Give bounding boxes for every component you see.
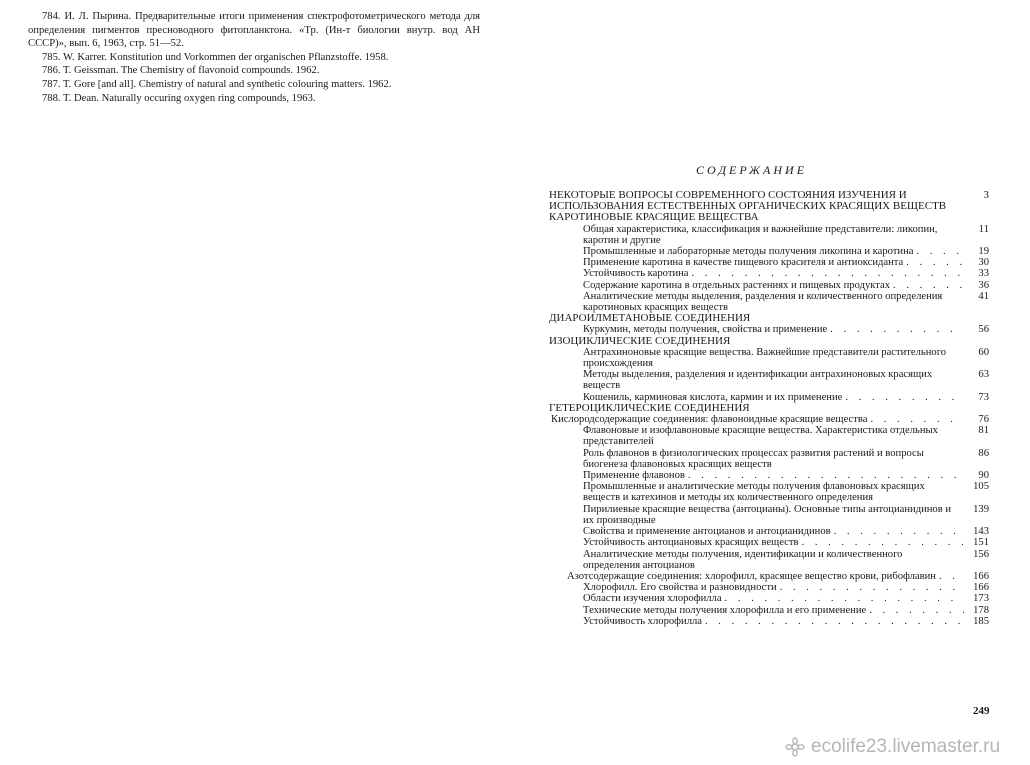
toc-entry bbox=[549, 190, 989, 212]
toc-entry bbox=[549, 537, 989, 548]
toc-entry bbox=[549, 324, 989, 335]
toc-entry-page: 173 bbox=[973, 593, 989, 605]
toc-entry-page: 185 bbox=[973, 615, 989, 627]
toc-entry bbox=[549, 549, 989, 571]
toc-entry-title: Общая характеристика, классификация и важнейшие представители: ликопин, каротин и другие bbox=[583, 223, 938, 246]
toc-entry-title: Содержание каротина в отдельных растениях и пищевых продуктах bbox=[583, 279, 891, 291]
toc-entry-page: 139 bbox=[973, 503, 989, 515]
toc-entry bbox=[549, 425, 989, 447]
toc-entry-title: Устойчивость хлорофилла bbox=[583, 615, 702, 627]
toc-title: СОДЕРЖАНИЕ bbox=[696, 163, 808, 177]
toc-leader-dots bbox=[688, 470, 964, 481]
toc-entry bbox=[549, 526, 989, 537]
toc-entry bbox=[549, 268, 989, 279]
toc-entry-title: ДИАРОИЛМЕТАНОВЫЕ СОЕДИНЕНИЯ bbox=[549, 312, 751, 325]
right-page bbox=[515, 0, 1030, 765]
toc-leader-dots bbox=[845, 392, 964, 403]
toc-entry bbox=[549, 605, 989, 616]
reference-item: 788. T. Dean. Naturally occuring oxygen ring compounds, 1963. bbox=[42, 92, 316, 104]
toc-entry-title: КАРОТИНОВЫЕ КРАСЯЩИЕ ВЕЩЕСТВА bbox=[549, 211, 759, 224]
toc-entry bbox=[549, 336, 989, 347]
toc-entry-page: 151 bbox=[973, 537, 989, 549]
toc-entry-title: Методы выделения, разделения и идентификации антрахиноновых красящих веществ bbox=[583, 369, 933, 392]
reference-item: 784. И. Л. Пырина. Предварительные итоги применения спектрофотометрического метода для определения пигментов пресноводного фитопланктона. «Тр. (Ин-т биологии внутр. вод АН СССР)», вып. 6, 1963, стр. 51—52. bbox=[28, 11, 480, 50]
toc-entry-title: Применение флавонов bbox=[583, 470, 685, 482]
toc-entry-page: 63 bbox=[978, 369, 989, 381]
flower-icon bbox=[785, 737, 805, 757]
toc-entry-page: 81 bbox=[978, 425, 989, 437]
reference-item: 787. T. Gore [and all]. Chemistry of natural and synthetic colouring matters. 1962. bbox=[42, 78, 392, 90]
reference-item: 786. T. Geissman. The Chemistry of flavonoid compounds. 1962. bbox=[42, 65, 320, 77]
toc-entry-title: Устойчивость антоциановых красящих веществ bbox=[583, 537, 799, 549]
toc-entry-page: 143 bbox=[973, 526, 989, 538]
references-list bbox=[28, 10, 480, 105]
toc-entry bbox=[549, 571, 989, 582]
toc-entry-title: Аналитические методы получения, идентификации и количественного определения антоцианов bbox=[583, 548, 903, 571]
toc-entry-page: 36 bbox=[978, 279, 989, 291]
toc-entry bbox=[549, 448, 989, 470]
toc-entry-title: Технические методы получения хлорофилла и его применение bbox=[583, 604, 867, 616]
toc-entry bbox=[549, 280, 989, 291]
toc-entry bbox=[549, 212, 989, 223]
toc-entry-title: Устойчивость каротина bbox=[583, 268, 689, 280]
toc-entry bbox=[549, 616, 989, 627]
toc-entry bbox=[549, 347, 989, 369]
toc-entry-page: 156 bbox=[973, 548, 989, 560]
toc-entry-page: 166 bbox=[973, 582, 989, 594]
toc-entry-title: Кислородсодержащие соединения: флавоноидные красящие вещества bbox=[551, 414, 868, 426]
toc-leader-dots bbox=[916, 246, 964, 257]
toc-leader-dots bbox=[870, 414, 964, 425]
toc-entry bbox=[549, 504, 989, 526]
toc-entry-title: Применение каротина в качестве пищевого красителя и антиоксиданта bbox=[583, 257, 904, 269]
toc-entry-page: 3 bbox=[983, 189, 989, 201]
toc-entry-title: ГЕТЕРОЦИКЛИЧЕСКИЕ СОЕДИНЕНИЯ bbox=[549, 401, 750, 414]
toc-entry-title: Промышленные и аналитические методы получения флавоновых красящих веществ и катехинов и методы их количественного определения bbox=[583, 481, 925, 504]
toc-leader-dots bbox=[705, 616, 964, 627]
watermark-text: ecolife23.livemaster.ru bbox=[811, 736, 1001, 757]
toc-leader-dots bbox=[725, 593, 964, 604]
toc-entry-page: 30 bbox=[978, 257, 989, 269]
toc-leader-dots bbox=[780, 582, 964, 593]
toc-entry-page: 60 bbox=[978, 346, 989, 358]
toc-entry-title: Пирилиевые красящие вещества (антоцианы). Основные типы антоцианидинов и их производные bbox=[583, 503, 952, 526]
toc-entry bbox=[549, 224, 989, 246]
toc-entry bbox=[549, 403, 989, 414]
toc-entry-page: 90 bbox=[978, 470, 989, 482]
page-number: 249 bbox=[973, 705, 990, 717]
toc-entry-page: 73 bbox=[978, 391, 989, 403]
toc-entry bbox=[549, 582, 989, 593]
toc-entry-title: Свойства и применение антоцианов и антоцианидинов bbox=[583, 526, 831, 538]
toc-leader-dots bbox=[939, 571, 964, 582]
toc-entry-title: ИЗОЦИКЛИЧЕСКИЕ СОЕДИНЕНИЯ bbox=[549, 334, 731, 347]
toc-entry bbox=[549, 257, 989, 268]
toc-entry-title: НЕКОТОРЫЕ ВОПРОСЫ СОВРЕМЕННОГО СОСТОЯНИЯ ИЗУЧЕНИЯ И ИСПОЛЬЗОВАНИЯ ЕСТЕСТВЕННЫХ ОРГАНИЧЕСКИХ КРАСЯЩИХ ВЕЩЕСТВ bbox=[549, 189, 947, 213]
toc-entry-page: 166 bbox=[973, 570, 989, 582]
toc-leader-dots bbox=[692, 268, 965, 279]
toc-entry-page: 33 bbox=[978, 268, 989, 280]
toc-leader-dots bbox=[893, 280, 964, 291]
toc-entry-page: 11 bbox=[978, 223, 989, 235]
toc-entry-page: 178 bbox=[973, 604, 989, 616]
watermark bbox=[785, 736, 1000, 758]
reference-item: 785. W. Karrer. Konstitution und Vorkommen der organischen Pflanzstoffe. 1958. bbox=[42, 51, 389, 63]
toc-entry-title: Области изучения хлорофилла bbox=[583, 593, 722, 605]
toc-entry-title: Азотсодержащие соединения: хлорофилл, красящее вещество крови, рибофлавин bbox=[567, 570, 936, 582]
toc-entry-title: Роль флавонов в физиологических процессах развития растений и вопросы биогенеза флавоновых красящих веществ bbox=[583, 447, 924, 470]
toc-entry-page: 41 bbox=[978, 290, 989, 302]
toc-entry-page: 76 bbox=[978, 414, 989, 426]
toc-leader-dots bbox=[906, 257, 964, 268]
toc-entry bbox=[549, 414, 989, 425]
toc-entry-title: Аналитические методы выделения, разделения и количественного определения каротиновых красящих веществ bbox=[583, 290, 943, 314]
toc-leader-dots bbox=[830, 324, 964, 335]
toc-entry-page: 105 bbox=[973, 481, 989, 493]
toc-entry-page: 56 bbox=[978, 324, 989, 336]
toc-entry-title: Антрахиноновые красящие вещества. Важнейшие представители растительного происхождения bbox=[583, 346, 947, 370]
toc-leader-dots bbox=[802, 537, 964, 548]
toc-entry-title: Хлорофилл. Его свойства и разновидности bbox=[583, 582, 777, 594]
toc-entry-title: Куркумин, методы получения, свойства и применение bbox=[583, 324, 828, 336]
toc-entry bbox=[549, 246, 989, 257]
toc-entry bbox=[549, 481, 989, 503]
toc-entry-title: Кошениль, карминовая кислота, кармин и их применение bbox=[583, 391, 843, 403]
toc-entry bbox=[549, 291, 989, 313]
toc-entry-page: 86 bbox=[978, 447, 989, 459]
toc-entry bbox=[549, 593, 989, 604]
toc-leader-dots bbox=[834, 526, 964, 537]
toc-entry bbox=[549, 369, 989, 391]
toc-entry bbox=[549, 470, 989, 481]
toc-entry-page: 19 bbox=[978, 246, 989, 258]
table-of-contents bbox=[549, 190, 989, 627]
toc-entry bbox=[549, 313, 989, 324]
toc-entry-title: Флавоновые и изофлавоновые красящие вещества. Характеристика отдельных представителей bbox=[583, 425, 938, 448]
toc-leader-dots bbox=[869, 605, 964, 616]
toc-entry-title: Промышленные и лабораторные методы получения ликопина и каротина bbox=[583, 246, 914, 258]
